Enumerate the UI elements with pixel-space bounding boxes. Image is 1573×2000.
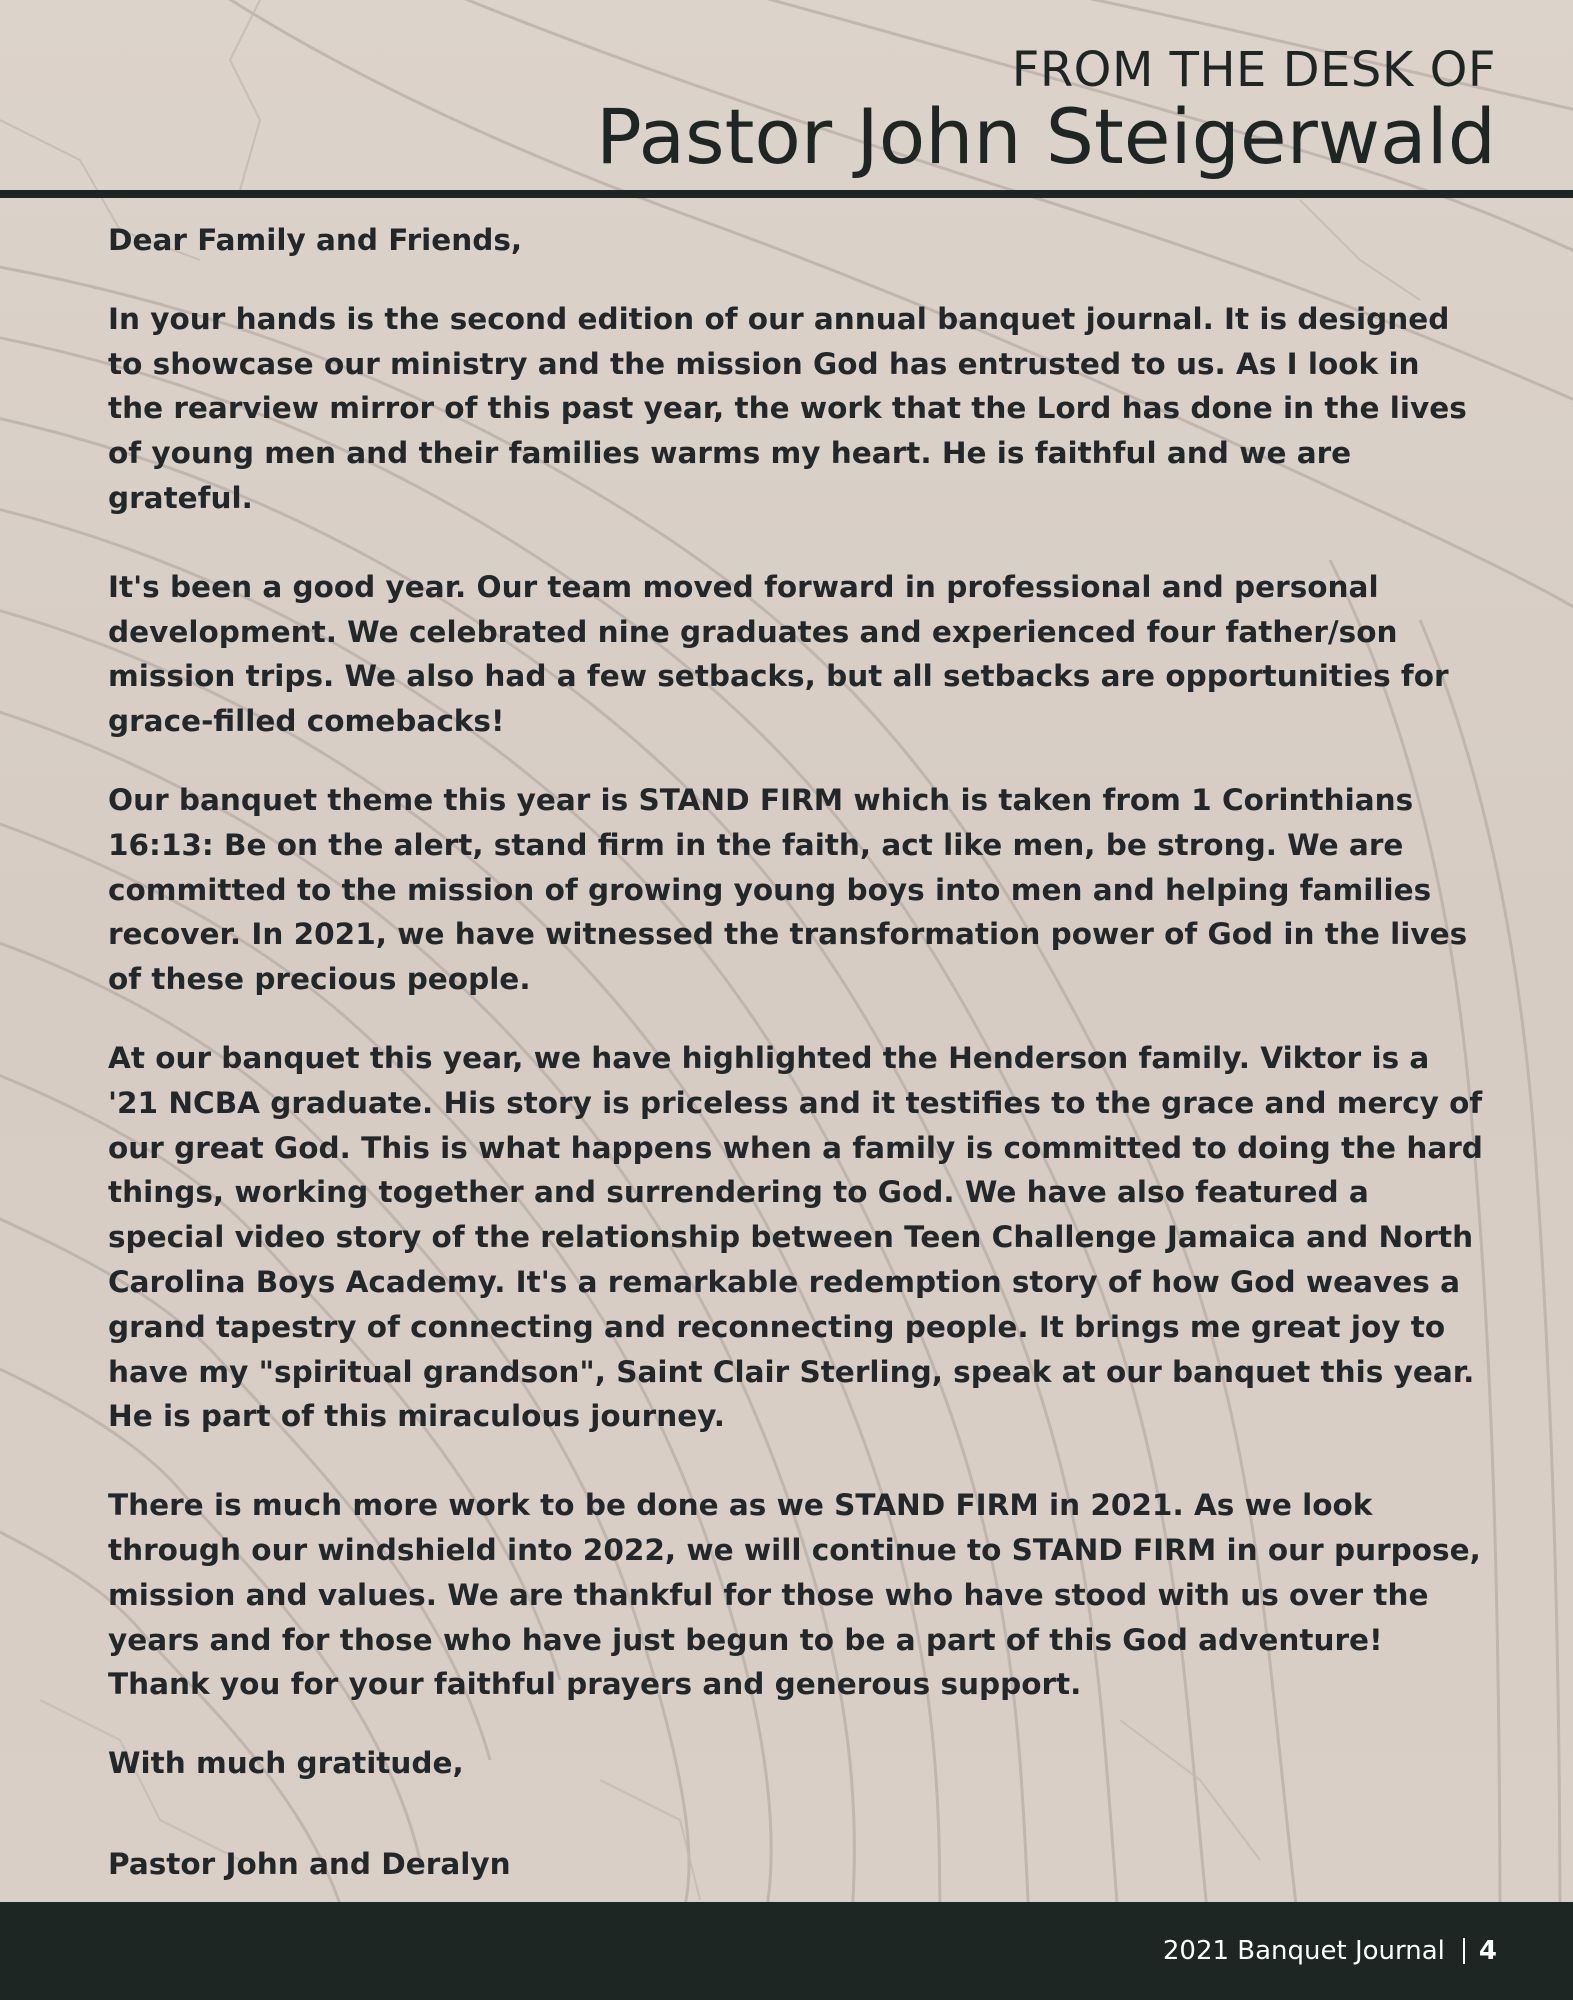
letter-paragraph-1: In your hands is the second edition of our annual banquet journal. It is designed to showcase our ministry and the mission God has entrusted to us. As I look in the rearview mirror of this past year, the work that the Lord has done in the lives of young men and their families warms my heart. He is faithful and we are grateful.	[108, 301, 1467, 515]
letter-paragraph-4: At our banquet this year, we have highlighted the Henderson family. Viktor is a '21 NCBA graduate. His story is priceless and it testifies to the grace and mercy of our great God. This is what happens when a family is committed to doing the hard things, working together and surrendering to God. We have also featured a special video story of the relationship between Teen Challenge Jamaica and North Carolina Boys Academy. It's a remarkable redemption story of how God weaves a grand tapestry of connecting and reconnecting people. It brings me great joy to have my "spiritual grandson", Saint Clair Sterling, speak at our banquet this year. He is part of this miraculous journey.	[108, 1040, 1483, 1434]
footer-label	[1163, 1935, 1497, 1967]
footer-publication-title: 2021 Banquet Journal	[1162, 1936, 1445, 1966]
letter-closing: With much gratitude,	[108, 1746, 464, 1781]
masthead-eyebrow: FROM THE DESK OF	[1011, 42, 1496, 98]
footer-page-number: 4	[1478, 1936, 1497, 1966]
letter-body	[108, 218, 1483, 1887]
page-footer	[0, 1902, 1573, 2000]
letter-signature: Pastor John and Deralyn	[108, 1846, 511, 1881]
letter-paragraph-5: There is much more work to be done as we STAND FIRM in 2021. As we look through our windshield into 2022, we will continue to STAND FIRM in our purpose, mission and values. We are thankful for those who have stood with us over the years and for those who have just begun to be a part of this God adventure! Thank you for your faithful prayers and generous support.	[108, 1488, 1481, 1702]
masthead-author-name: Pastor John Steigerwald	[596, 92, 1496, 181]
letter-salutation: Dear Family and Friends,	[108, 223, 523, 257]
letter-paragraph-2: It's been a good year. Our team moved forward in professional and personal development. We celebrated nine graduates and experienced four father/son mission trips. We also had a few setbacks, but all setbacks are opportunities for grace-filled comebacks!	[108, 569, 1449, 739]
masthead	[596, 40, 1496, 180]
header-divider	[0, 190, 1573, 198]
letter-paragraph-3: Our banquet theme this year is STAND FIRM which is taken from 1 Corinthians 16:13: Be on the alert, stand firm in the faith, act like men, be strong. We are committed to the mission of growing young boys into men and helping families recover. In 2021, we have witnessed the transformation power of God in the lives of these precious people.	[108, 782, 1468, 997]
footer-separator	[1463, 1938, 1465, 1964]
